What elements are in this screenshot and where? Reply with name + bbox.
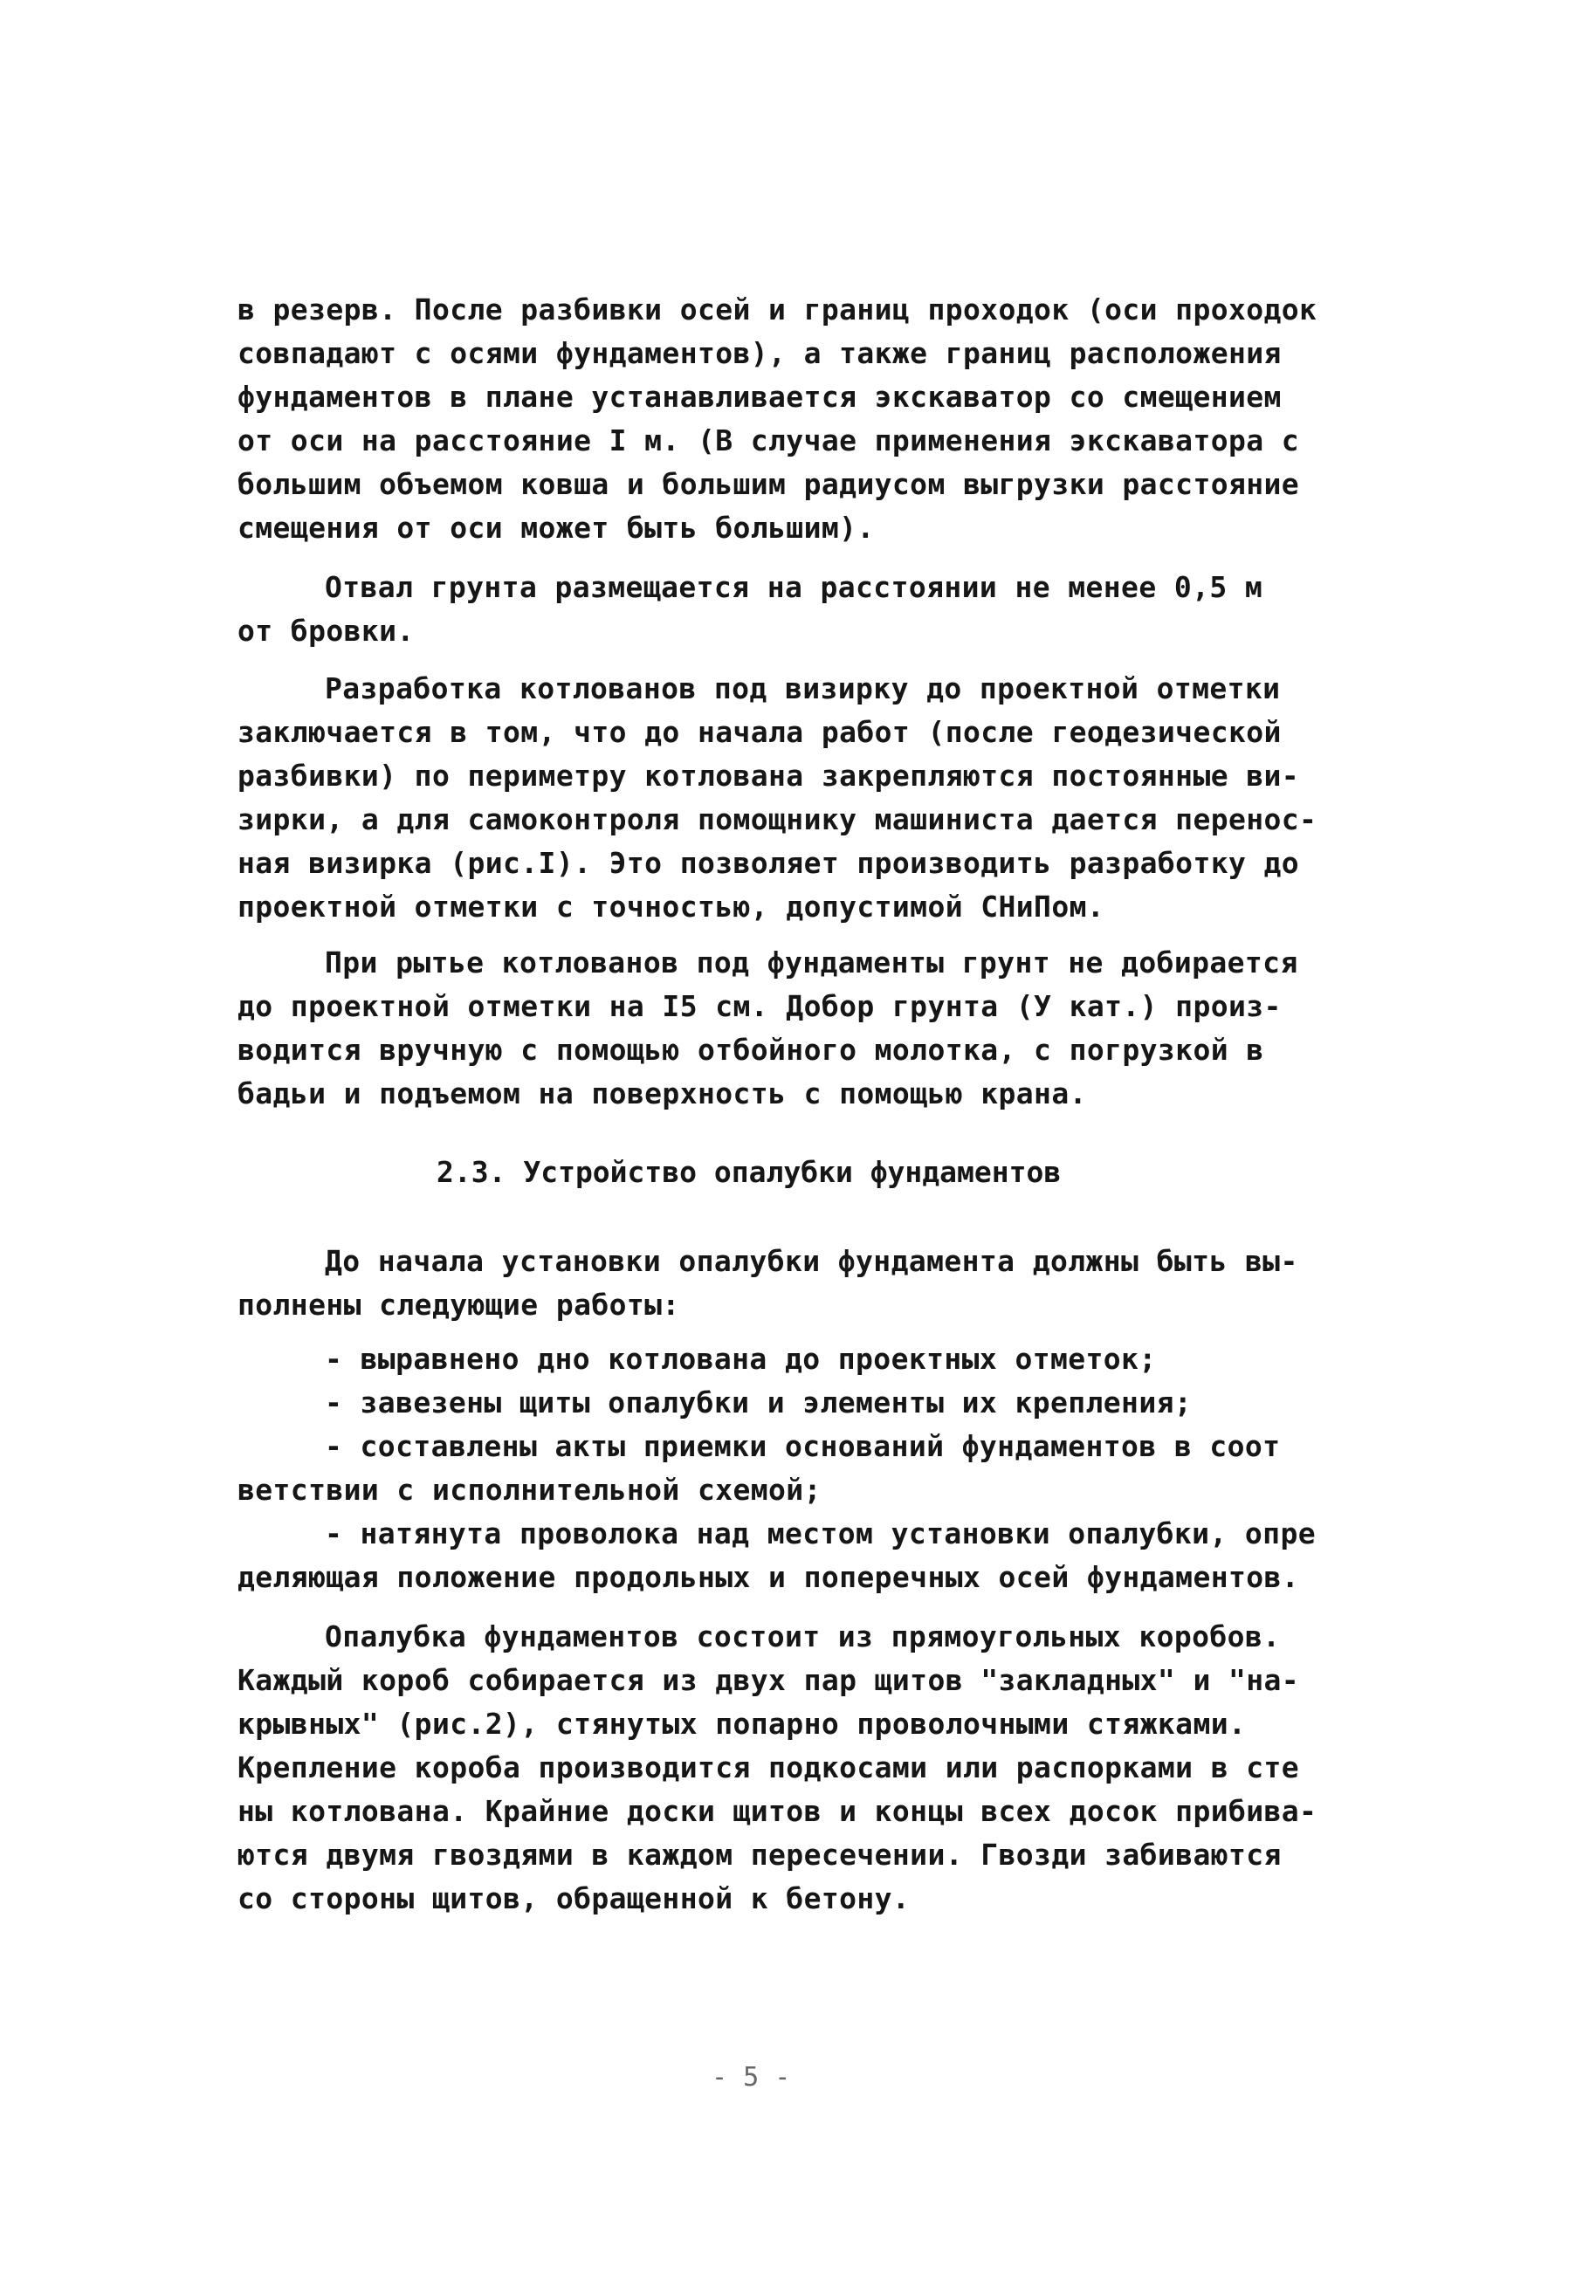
paragraph-sight-rail	[237, 667, 1317, 929]
text-line: смещения от оси может быть большим).	[237, 511, 875, 545]
text-line: Каждый короб собирается из двух пар щитов "закладных" и "на-	[237, 1663, 1300, 1697]
text-line: полнены следующие работы:	[237, 1288, 680, 1322]
text-line: водится вручную с помощью отбойного молотка, с погрузкой в	[237, 1033, 1264, 1067]
text-line: крывных" (рис.2), стянутых попарно проволочными стяжками.	[237, 1707, 1247, 1741]
prerequisites-list	[237, 1337, 1316, 1599]
paragraph-prerequisites	[237, 1240, 1303, 1327]
text-line: в резерв. После разбивки осей и границ проходок (оси проходок	[237, 292, 1317, 327]
text-line: При рытье котлованов под фундаменты грунт не добирается	[325, 945, 1298, 980]
text-line: совпадают с осями фундаментов), а также границ расположения	[237, 336, 1282, 370]
paragraph-excavator-placement	[237, 288, 1317, 550]
list-item: - завезены щиты опалубки и элементы их крепления;	[325, 1385, 1193, 1420]
list-item-continuation: деляющая положение продольных и поперечных осей фундаментов.	[237, 1560, 1300, 1594]
text-line: Разработка котлованов под визирку до проектной отметки	[325, 671, 1281, 705]
paragraph-soil-dump	[237, 566, 1303, 653]
list-item: - составлены акты приемки оснований фундаментов в соот	[325, 1429, 1281, 1463]
text-line: ны котлована. Крайние доски щитов и концы всех досок прибива-	[237, 1794, 1317, 1828]
text-line: разбивки) по периметру котлована закрепляются постоянные ви-	[237, 759, 1300, 793]
text-line: зирки, а для самоконтроля помощнику машиниста дается переноc-	[237, 802, 1317, 836]
text-line: проектной отметки с точностью, допустимой СНиПом.	[237, 890, 1105, 924]
text-line: бадьи и подъемом на поверхность с помощью крана.	[237, 1076, 1087, 1110]
text-line: заключается в том, что до начала работ (после геодезической	[237, 715, 1282, 749]
text-line: от бровки.	[237, 614, 415, 648]
text-line: фундаментов в плане устанавливается экскаватор со смещением	[237, 380, 1282, 414]
text-line: Отвал грунта размещается на расстоянии не менее 0,5 м	[325, 570, 1263, 604]
text-line: Опалубка фундаментов состоит из прямоугольных коробов.	[325, 1619, 1281, 1653]
list-item: - натянута проволока над местом установки опалубки, опре	[325, 1516, 1316, 1550]
text-line: большим объемом ковша и большим радиусом выгрузки расстояние	[237, 467, 1300, 501]
page-number: - 5 -	[712, 2062, 791, 2093]
list-item: - выравнено дно котлована до проектных отметок;	[325, 1342, 1157, 1376]
list-item-continuation: ветствии с исполнительной схемой;	[237, 1473, 822, 1507]
text-line: ная визирка (рис.I). Это позволяет производить разработку до	[237, 846, 1300, 880]
paragraph-formwork-description	[237, 1615, 1317, 1921]
text-line: До начала установки опалубки фундамента должны быть вы-	[325, 1244, 1298, 1278]
section-heading: 2.3. Устройство опалубки фундаментов	[437, 1155, 1062, 1189]
text-line: до проектной отметки на I5 см. Добор грунта (У кат.) произ-	[237, 989, 1282, 1023]
text-line: Крепление короба производится подкосами или распорками в сте	[237, 1750, 1300, 1784]
text-line: от оси на расстояние I м. (В случае применения экскаватора с	[237, 423, 1300, 457]
paragraph-soil-trimming	[237, 941, 1303, 1116]
text-line: ются двумя гвоздями в каждом пересечении. Гвозди забиваются	[237, 1838, 1282, 1872]
text-line: со стороны щитов, обращенной к бетону.	[237, 1881, 911, 1915]
